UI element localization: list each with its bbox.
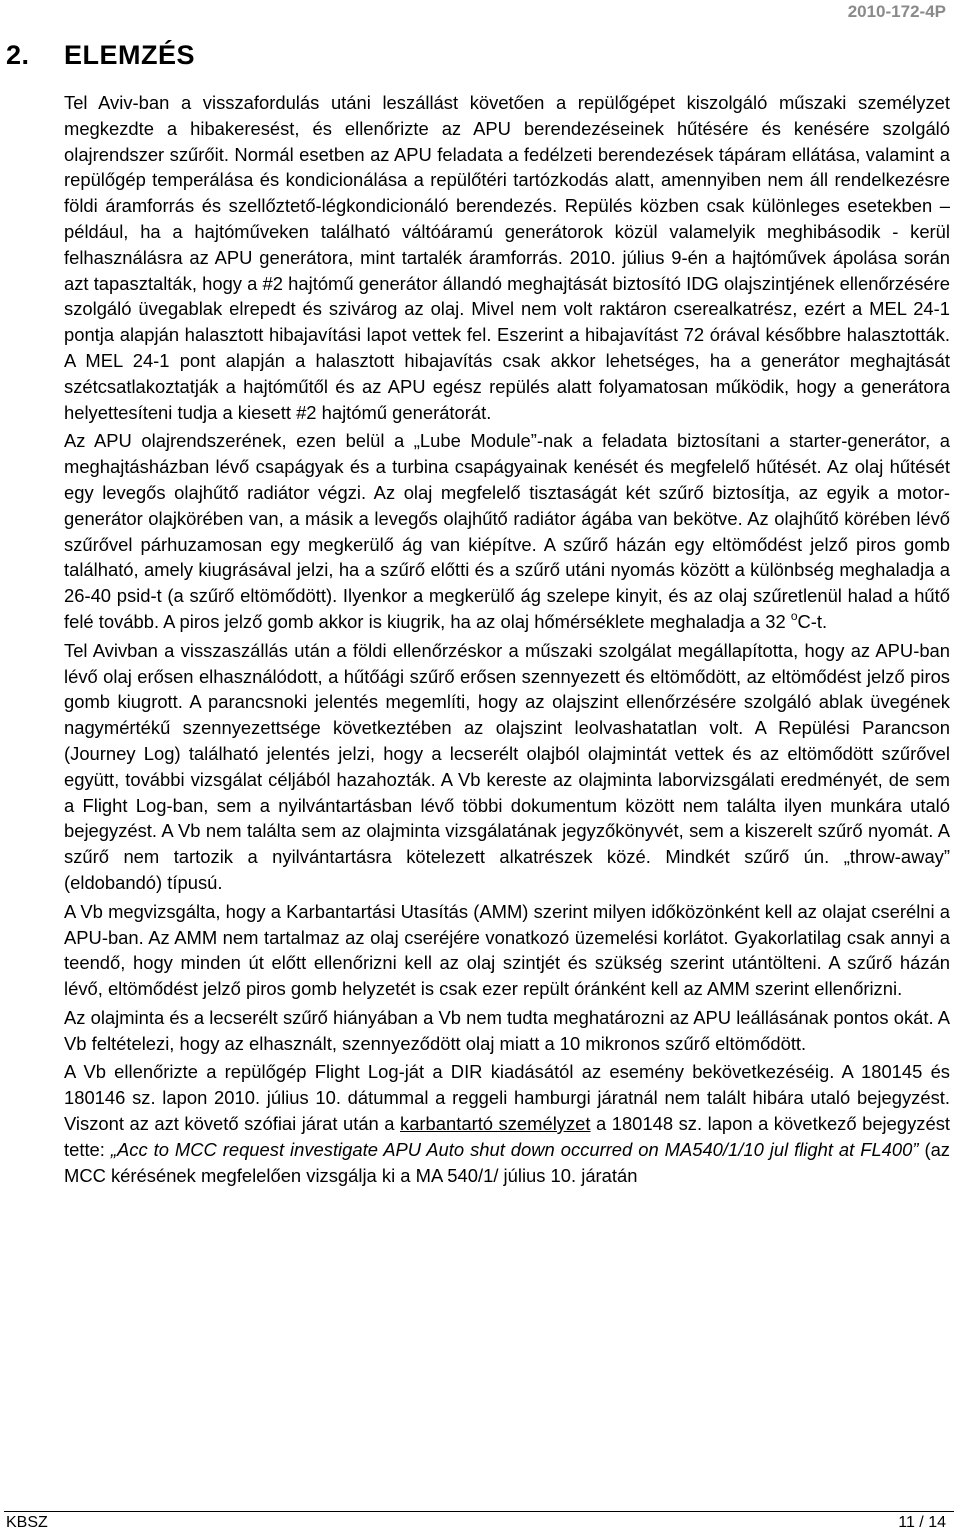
paragraph-6-text-b: a 180148 sz. lapon a következő bejegyzést tette:	[64, 1113, 951, 1160]
degree-superscript: o	[790, 608, 798, 623]
section-number: 2.	[6, 40, 30, 70]
underlined-term: karbantartó személyzet	[400, 1113, 591, 1135]
paragraph-6-text-c: (az MCC kérésének megfelelően vizsgálja ki a MA 540/1/ július 10. járatán	[64, 1138, 950, 1186]
section-title: ELEMZÉS	[64, 40, 196, 70]
section-heading	[6, 40, 195, 71]
footer-organization: KBSZ	[6, 1514, 48, 1531]
document-id: 2010-172-4P	[847, 2, 946, 21]
paragraph-1: Tel Aviv-ban a visszafordulás utáni leszállást követően a repülőgépet kiszolgáló műszaki személyzet megkezdte a hibakeresést, és ellenőrizte az APU berendezéseinek hűtésére és kenésére szolgáló olajrendszer szűrőit. Normál esetben az APU feladata a fedélzeti berendezések tápáram ellátása, valamint a repülőgép temperálása és kondicionálása a repülőtéri tartózkodás alatt, amennyiben nem áll rendelkezésre földi áramforrás és szellőztető-légkondicionáló berendezés. Repülés közben csak különleges esetekben – például, ha a hajtóműveken található váltóáramú generátorok közül valamelyik meghibásodik - kerül felhasználásra az APU generátora, mint tartalék áramforrás. 2010. július 9-én a hajtóművek ápolása során azt tapasztalták, hogy a #2 hajtómű generátor állandó meghajtását biztosító IDG olajszintjének ellenőrzésére szolgáló üvegablak elrepedt és szivárog az olaj. Mivel nem volt raktáron cserealkatrész, ezért a MEL 24-1 pontja alapján halasztott hibajavítási lapot vettek fel. Eszerint a hibajavítást 72 órával későbbre halasztották. A MEL 24-1 pont alapján a halasztott hibajavítás csak akkor lehetséges, ha a generátor meghajtását szétcsatlakoztatják a hajtóműtől és az APU egész repülés alatt folyamatosan működik, hogy a generátora helyettesíteni tudja a kiesett #2 hajtómű generátorát.	[64, 92, 950, 423]
log-entry-quote: „Acc to MCC request investigate APU Auto shut down occurred on MA540/1/10 jul flight at FL400”	[110, 1138, 919, 1160]
paragraph-3: Tel Avivban a visszaszállás után a földi ellenőrzéskor a műszaki szolgálat megállapította, hogy az APU-ban lévő olaj erősen elhasználódott, a hűtőági szűrő erősen szennyezett és eltömődött, az eltömődést jelző piros gomb kiugrott. A parancsnoki jelentés megemlíti, hogy az olajszint ellenőrzésére szolgáló ablak üvegének nagymértékű szennyezettsége következtében az olajszint leolvashatatlan volt. A Repülési Parancson (Journey Log) található jelentés jelzi, hogy a lecserélt olajból olajmintát vettek és az eltömődött szűrővel együtt, további vizsgálat céljából hazahozták. A Vb kereste az olajminta laborvizsgálati eredményét, de sem a Flight Log-ban, sem a nyilvántartásban lévő többi dokumentum között nem találta ilyen munkára utaló bejegyzést. A Vb nem találta sem az olajminta vizsgálatának jegyzőkönyvét, sem a kiszerelt szűrő nyomát. A szűrő nem tartozik a nyilvántartásra kötelezett alkatrészek közé. Mindkét szűrő ún. „throw-away” (eldobandó) típusú.	[64, 639, 950, 893]
document-body	[64, 90, 950, 1188]
page-number: 11 / 14	[898, 1514, 946, 1531]
paragraph-6-text-a: A Vb ellenőrizte a repülőgép Flight Log-ját a DIR kiadásától az esemény bekövetkezéséig. A 180145 és 180146 sz. lapon 2010. július 10. dátummal a reggeli hamburgi járatnál nem talált hibára utaló bejegyzést. Viszont az azt követő szófiai járat után a	[64, 1061, 950, 1135]
paragraph-2	[64, 428, 950, 634]
paragraph-2-text: Az APU olajrendszerének, ezen belül a „Lube Module”-nak a feladata biztosítani a starter-generátor, a meghajtásházban lévő csapágyak és a turbina csapágyainak kenését és megfelelő hűtését. Az olaj hűtését egy levegős olajhűtő radiátor végzi. Az olaj megfelelő tisztaságát két szűrő biztosítja, az egyik a motor-generátor olajkörében van, a másik a levegős olajhűtő radiátor ágába van bekötve. Az olajhűtő körében lévő szűrővel párhuzamosan egy megkerülő ág van kiépítve. A szűrő házán egy eltömődést jelző piros gomb található, amely kiugrásával jelzi, ha a szűrő előtti és a szűrő utáni nyomás között a különbség meghaladja a 26-40 psid-t (a szűrő eltömődött). Ilyenkor a megkerülő ág szelepe kinyit, és az olaj szűretlenül halad a hűtő felé tovább. A piros jelző gomb akkor is kiugrik, ha az olaj hőmérséklete meghaladja a 32	[64, 430, 950, 632]
paragraph-2-end: C-t.	[797, 610, 828, 632]
footer-divider	[4, 1511, 954, 1512]
paragraph-6	[64, 1059, 950, 1188]
paragraph-5: Az olajminta és a lecserélt szűrő hiányában a Vb nem tudta meghatározni az APU leállásának pontos okát. A Vb feltételezi, hogy az elhasznált, szennyeződött olaj miatt a 10 mikronos szűrő eltömődött.	[64, 1006, 950, 1054]
paragraph-4: A Vb megvizsgálta, hogy a Karbantartási Utasítás (AMM) szerint milyen időközönként kell az olajat cserélni a APU-ban. Az AMM nem tartalmaz az olaj cseréjére vonatkozó üzemelési korlátot. Gyakorlatilag csak annyi a teendő, hogy minden út előtt ellenőrizni kell az olaj szintjét és szükség szerint utántölteni. A szűrő házán lévő, eltömődést jelző piros gomb helyzetét is csak ezer repült óránként kell az AMM szerint ellenőrizni.	[64, 900, 950, 1000]
